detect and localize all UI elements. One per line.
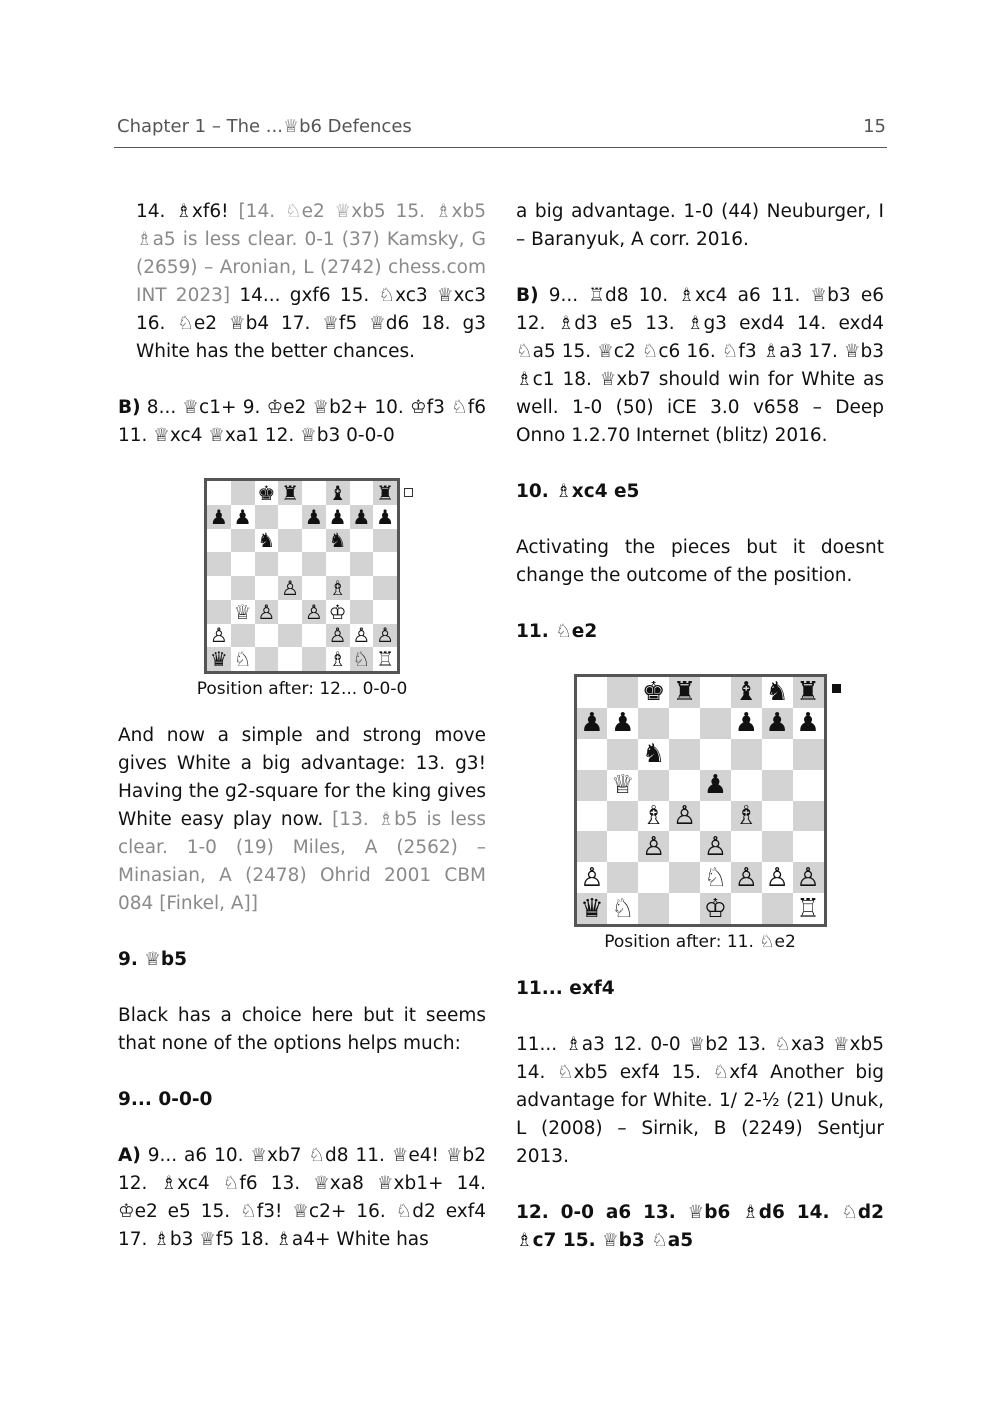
- line-a-9-a6: [118, 1142, 486, 1254]
- chess-piece-icon: ♕: [233, 599, 252, 624]
- diagram-1: [118, 478, 486, 700]
- board-square: [302, 481, 326, 505]
- diagram-caption: Position after: 11. ♘e2: [604, 932, 796, 952]
- board-square: [278, 552, 302, 576]
- chess-piece-icon: ♗: [642, 800, 666, 831]
- board-square: [700, 801, 731, 832]
- board-square: [793, 801, 824, 832]
- chess-piece-icon: ♟: [734, 708, 758, 739]
- board-square: [302, 624, 326, 648]
- board-square: [350, 481, 374, 505]
- chess-board: [574, 674, 827, 927]
- chess-piece-icon: ♛: [209, 647, 228, 672]
- board-square: [207, 481, 231, 505]
- board-square: [577, 801, 608, 832]
- board-square: [638, 770, 669, 801]
- board-square: [669, 770, 700, 801]
- board-square: [669, 708, 700, 739]
- chess-piece-icon: ♙: [796, 862, 820, 893]
- board-square: [255, 600, 279, 624]
- board-square: [207, 647, 231, 671]
- board-square: [255, 505, 279, 529]
- board-square: [231, 529, 255, 553]
- board-square: [638, 831, 669, 862]
- board-square: [373, 647, 397, 671]
- board-square: [731, 893, 762, 924]
- board-square: [607, 708, 638, 739]
- chess-piece-icon: ♘: [233, 647, 252, 672]
- move-heading: 9. ♕b5: [118, 949, 188, 970]
- board-square: [577, 862, 608, 893]
- chess-piece-icon: ♛: [580, 893, 604, 924]
- board-square: [255, 529, 279, 553]
- chess-piece-icon: ♟: [304, 504, 323, 529]
- board-square: [700, 677, 731, 708]
- board-square: [762, 801, 793, 832]
- body-text: And now a simple and strong move gives White a big advantage: 13. g3! Having the g2-square for the king gives White easy play now.: [118, 725, 486, 830]
- board-square: [577, 770, 608, 801]
- board-square: [607, 739, 638, 770]
- board-square: [231, 647, 255, 671]
- board-square: [607, 862, 638, 893]
- chess-piece-icon: ♟: [209, 504, 228, 529]
- chess-piece-icon: ♘: [703, 862, 728, 893]
- chess-piece-icon: ♟: [233, 504, 252, 529]
- board-square: [350, 624, 374, 648]
- board-square: [231, 552, 255, 576]
- board-square: [350, 576, 374, 600]
- board-square: [762, 893, 793, 924]
- move-text: 14... gxf6 15. ♘xc3 ♕xc3 16. ♘e2 ♕b4 17. ♕f5 ♕d6 18. g3 White has the better chances.: [136, 285, 487, 362]
- board-square: [731, 677, 762, 708]
- board-square: [762, 677, 793, 708]
- move-text: 14. ♗xf6!: [136, 201, 239, 222]
- line-label: B): [118, 397, 141, 418]
- chess-piece-icon: ♙: [642, 831, 666, 862]
- chess-piece-icon: ♙: [703, 831, 728, 862]
- chess-piece-icon: ♞: [328, 528, 347, 553]
- chess-piece-icon: ♗: [734, 800, 758, 831]
- board-square: [700, 862, 731, 893]
- board-square: [207, 576, 231, 600]
- chess-piece-icon: ♔: [328, 599, 347, 624]
- chess-piece-icon: ♟: [703, 770, 728, 801]
- chess-piece-icon: ♘: [352, 647, 371, 672]
- board-square: [731, 708, 762, 739]
- body-paragraph: Black has a choice here but it seems that none of the options helps much:: [118, 1005, 486, 1054]
- board-square: [638, 801, 669, 832]
- line-label: A): [118, 1145, 141, 1166]
- line-b-8-qc1: [118, 394, 486, 450]
- board-square: [700, 739, 731, 770]
- board-square: [278, 529, 302, 553]
- board-square: [302, 552, 326, 576]
- board-square: [607, 770, 638, 801]
- board-square: [731, 801, 762, 832]
- chess-piece-icon: ♟: [352, 504, 371, 529]
- chess-piece-icon: ♜: [376, 480, 395, 505]
- board-square: [577, 831, 608, 862]
- board-square: [255, 647, 279, 671]
- board-square: [278, 505, 302, 529]
- chess-piece-icon: ♟: [376, 504, 395, 529]
- chess-piece-icon: ♖: [376, 647, 395, 672]
- board-square: [350, 529, 374, 553]
- board-square: [793, 770, 824, 801]
- board-square: [231, 576, 255, 600]
- chess-piece-icon: ♙: [328, 623, 347, 648]
- board-square: [607, 893, 638, 924]
- body-paragraph: a big advantage. 1-0 (44) Neuburger, I – Baranyuk, A corr. 2016.: [516, 201, 884, 250]
- board-square: [326, 600, 350, 624]
- board-square: [669, 739, 700, 770]
- board-square: [577, 893, 608, 924]
- board-square: [373, 505, 397, 529]
- board-square: [577, 677, 608, 708]
- chess-piece-icon: ♝: [328, 480, 347, 505]
- board-square: [302, 576, 326, 600]
- body-paragraph: 11... ♗a3 12. 0-0 ♕b2 13. ♘xa3 ♕xb5 14. ♘xb5 exf4 15. ♘xf4 Another big advantage for White. 1/ 2-½ (21) Unuk, L (2008) – Sirnik, B (2249) Sentjur 2013.: [516, 1034, 884, 1167]
- board-square: [278, 576, 302, 600]
- board-square: [638, 862, 669, 893]
- board-square: [326, 529, 350, 553]
- gray-annotation: [14. ♘e2 ♕xb5 15. ♗xb5 ♗a5 is less clear. 0-1 (37) Kamsky, G (2659) – Aronian, L (2742) chess.com INT 2023]: [136, 201, 486, 306]
- board-square: [373, 600, 397, 624]
- gray-annotation: [13. ♗b5 is less clear. 1-0 (19) Miles, A (2562) – Minasian, A (2478) Ohrid 2001 CBM 084 [Finkel, A]]: [118, 809, 486, 914]
- board-square: [700, 893, 731, 924]
- chess-piece-icon: ♘: [611, 893, 635, 924]
- board-square: [326, 552, 350, 576]
- move-heading: 9... 0-0-0: [118, 1089, 213, 1110]
- board-square: [793, 893, 824, 924]
- board-square: [762, 708, 793, 739]
- board-square: [255, 576, 279, 600]
- variation-14-bxf6: [118, 198, 486, 366]
- board-square: [638, 708, 669, 739]
- chess-piece-icon: ♙: [376, 623, 395, 648]
- chapter-title: Chapter 1 – The ...♕b6 Defences: [117, 116, 412, 137]
- board-square: [326, 624, 350, 648]
- black-to-move-indicator: [832, 684, 841, 693]
- board-square: [373, 552, 397, 576]
- board-square: [350, 647, 374, 671]
- board-square: [577, 708, 608, 739]
- board-square: [350, 505, 374, 529]
- chess-piece-icon: ♙: [765, 862, 789, 893]
- white-to-move-indicator: [404, 488, 413, 497]
- chess-piece-icon: ♗: [328, 647, 347, 672]
- chess-piece-icon: ♙: [304, 599, 323, 624]
- board-square: [302, 647, 326, 671]
- chess-piece-icon: ♟: [765, 708, 789, 739]
- chess-piece-icon: ♚: [642, 677, 666, 708]
- board-square: [373, 529, 397, 553]
- board-square: [762, 831, 793, 862]
- board-square: [326, 647, 350, 671]
- move-heading: 11... exf4: [516, 978, 615, 999]
- board-square: [577, 739, 608, 770]
- board-square: [700, 831, 731, 862]
- board-square: [607, 801, 638, 832]
- board-square: [326, 505, 350, 529]
- board-square: [278, 647, 302, 671]
- board-square: [638, 677, 669, 708]
- board-square: [350, 552, 374, 576]
- board-square: [700, 770, 731, 801]
- move-heading: 12. 0-0 a6 13. ♕b6 ♗d6 14. ♘d2 ♗c7 15. ♕b3 ♘a5: [516, 1202, 884, 1251]
- board-square: [793, 708, 824, 739]
- board-square: [638, 739, 669, 770]
- board-square: [373, 481, 397, 505]
- board-square: [700, 708, 731, 739]
- chess-piece-icon: ♟: [580, 708, 604, 739]
- board-square: [669, 831, 700, 862]
- chess-piece-icon: ♜: [281, 480, 300, 505]
- board-square: [255, 481, 279, 505]
- board-square: [278, 481, 302, 505]
- board-square: [793, 862, 824, 893]
- board-square: [731, 770, 762, 801]
- board-square: [278, 600, 302, 624]
- chess-piece-icon: ♞: [765, 677, 789, 708]
- chess-piece-icon: ♟: [796, 708, 820, 739]
- line-b-9-rd8: [516, 282, 884, 450]
- move-text: 9... a6 10. ♕xb7 ♘d8 11. ♕e4! ♕b2 12. ♗xc4 ♘f6 13. ♕xa8 ♕xb1+ 14. ♔e2 e5 15. ♘f3! ♕c2+ 16. ♘d2 exf4 17. ♗b3 ♕f5 18. ♗a4+ White has: [118, 1145, 486, 1250]
- chess-piece-icon: ♞: [642, 739, 666, 770]
- chess-piece-icon: ♝: [734, 677, 758, 708]
- line-label: B): [516, 285, 539, 306]
- board-square: [669, 893, 700, 924]
- board-square: [762, 862, 793, 893]
- chess-piece-icon: ♖: [796, 893, 820, 924]
- board-square: [231, 505, 255, 529]
- left-column: [118, 198, 486, 1282]
- board-square: [326, 576, 350, 600]
- chess-piece-icon: ♙: [281, 575, 300, 600]
- move-text: 8... ♕c1+ 9. ♔e2 ♕b2+ 10. ♔f3 ♘f6 11. ♕xc4 ♕xa1 12. ♕b3 0-0-0: [118, 397, 486, 446]
- chess-piece-icon: ♜: [672, 677, 697, 708]
- board-square: [207, 529, 231, 553]
- board-square: [255, 552, 279, 576]
- paragraph-13-g3: [118, 722, 486, 918]
- chess-piece-icon: ♗: [328, 575, 347, 600]
- board-square: [607, 677, 638, 708]
- chess-piece-icon: ♟: [611, 708, 635, 739]
- diagram-2: [516, 674, 884, 953]
- chess-piece-icon: ♙: [352, 623, 371, 648]
- page-header: [117, 116, 886, 140]
- board-square: [302, 505, 326, 529]
- board-square: [731, 831, 762, 862]
- header-rule: [114, 147, 887, 148]
- chess-piece-icon: ♙: [209, 623, 228, 648]
- body-paragraph: Activating the pieces but it doesnt change the outcome of the position.: [516, 537, 884, 586]
- chess-piece-icon: ♚: [257, 480, 276, 505]
- board-square: [762, 739, 793, 770]
- move-heading: 11. ♘e2: [516, 621, 598, 642]
- board-square: [231, 481, 255, 505]
- move-text: 9... ♖d8 10. ♗xc4 a6 11. ♕b3 e6 12. ♗d3 e5 13. ♗g3 exd4 14. exd4 ♘a5 15. ♕c2 ♘c6 16. ♘f3 ♗a3 17. ♕b3 ♗c1 18. ♕xb7 should win for White as well. 1-0 (50) iCE 3.0 v658 – Deep Onno 1.2.70 Internet (blitz) 2016.: [516, 285, 884, 446]
- board-square: [638, 893, 669, 924]
- chess-piece-icon: ♙: [580, 862, 604, 893]
- move-heading: 10. ♗xc4 e5: [516, 481, 640, 502]
- board-square: [207, 505, 231, 529]
- board-square: [607, 831, 638, 862]
- board-square: [669, 677, 700, 708]
- chess-piece-icon: ♙: [257, 599, 276, 624]
- board-square: [793, 739, 824, 770]
- board-square: [302, 529, 326, 553]
- board-square: [731, 739, 762, 770]
- board-square: [793, 831, 824, 862]
- page-number: 15: [863, 116, 886, 137]
- chess-piece-icon: ♞: [257, 528, 276, 553]
- chess-piece-icon: ♙: [734, 862, 758, 893]
- board-square: [255, 624, 279, 648]
- chess-piece-icon: ♔: [703, 893, 728, 924]
- chess-board: [204, 478, 400, 674]
- board-square: [373, 576, 397, 600]
- board-square: [326, 481, 350, 505]
- chess-piece-icon: ♜: [796, 677, 820, 708]
- diagram-caption: Position after: 12... 0-0-0: [196, 679, 408, 699]
- board-square: [302, 600, 326, 624]
- right-column: [516, 198, 884, 1283]
- board-square: [793, 677, 824, 708]
- chess-piece-icon: ♙: [672, 800, 697, 831]
- board-square: [669, 801, 700, 832]
- board-square: [350, 600, 374, 624]
- board-square: [373, 624, 397, 648]
- board-square: [207, 552, 231, 576]
- board-square: [231, 624, 255, 648]
- chess-piece-icon: ♕: [611, 770, 635, 801]
- board-square: [207, 624, 231, 648]
- board-square: [278, 624, 302, 648]
- board-square: [731, 862, 762, 893]
- board-square: [762, 770, 793, 801]
- board-square: [231, 600, 255, 624]
- board-square: [669, 862, 700, 893]
- board-square: [207, 600, 231, 624]
- chess-piece-icon: ♟: [328, 504, 347, 529]
